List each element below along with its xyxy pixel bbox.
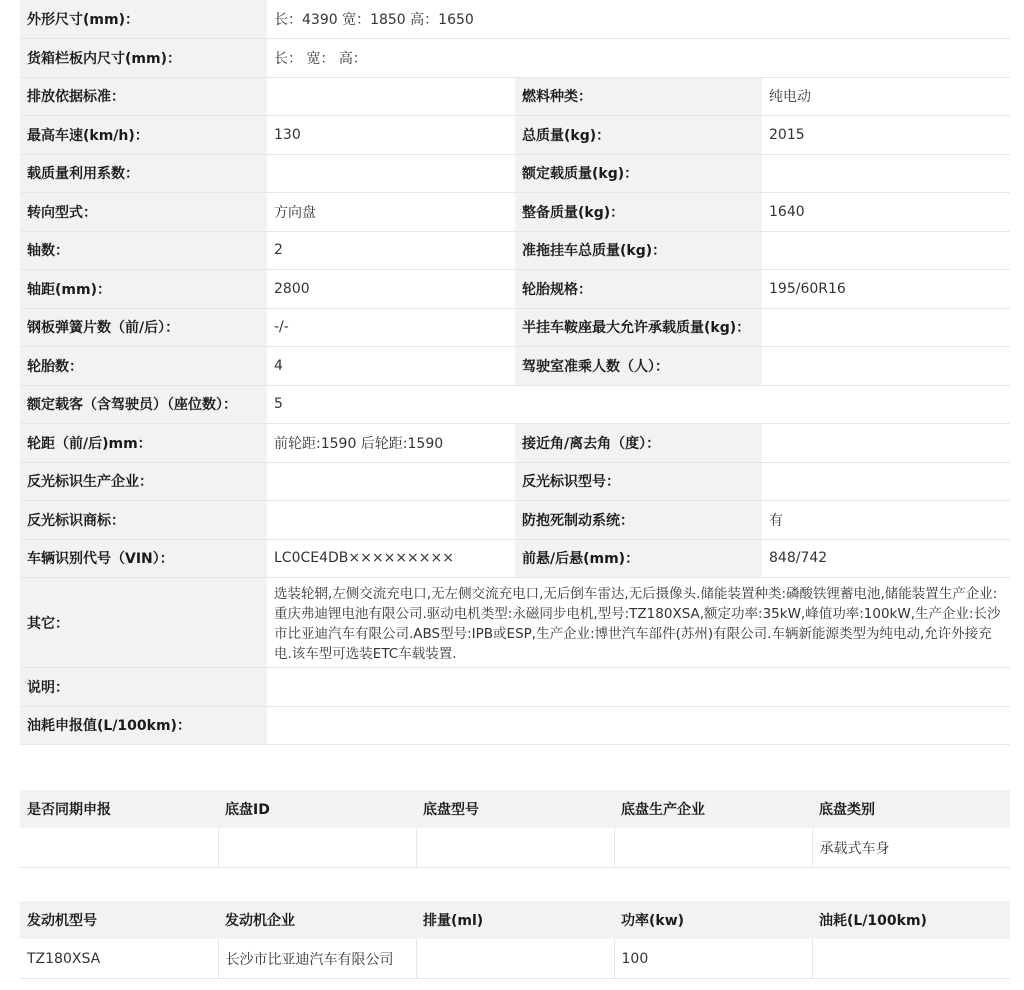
cargo-box-value: 长： 宽： 高： <box>267 39 1010 78</box>
spec-value: 方向盘 <box>267 193 515 232</box>
spec-row-other <box>20 578 1010 668</box>
spec-label: 轮胎规格： <box>515 270 762 309</box>
spec-label: 车辆识别代号（VIN）： <box>20 539 267 578</box>
table-cell <box>218 828 416 868</box>
fuel-label: 油耗申报值(L/100km)： <box>20 706 267 745</box>
spec-value: 2015 <box>762 116 1010 155</box>
chassis-header-row <box>20 790 1010 828</box>
table-row <box>20 939 1010 979</box>
cargo-box-label: 货箱栏板内尺寸(mm)： <box>20 39 267 78</box>
column-header: 底盘生产企业 <box>614 790 812 828</box>
spec-row <box>20 231 1010 270</box>
spec-label: 额定载质量(kg)： <box>515 154 762 193</box>
spec-label: 载质量利用系数： <box>20 154 267 193</box>
spec-value <box>762 347 1010 386</box>
table-cell <box>416 939 614 979</box>
spec-row-dimensions <box>20 0 1010 39</box>
spec-row-passengers <box>20 385 1010 424</box>
chassis-table <box>20 790 1010 868</box>
spec-value <box>267 154 515 193</box>
column-header: 油耗(L/100km) <box>812 901 1010 939</box>
passengers-label: 额定载客（含驾驶员）（座位数）： <box>20 385 267 424</box>
column-header: 排量(ml) <box>416 901 614 939</box>
table-cell: 长沙市比亚迪汽车有限公司 <box>218 939 416 979</box>
spec-value: LC0CE4DB××××××××× <box>267 539 515 578</box>
spec-value: 2800 <box>267 270 515 309</box>
spec-value: 纯电动 <box>762 77 1010 116</box>
note-label: 说明： <box>20 668 267 707</box>
spec-row <box>20 308 1010 347</box>
engine-header-row <box>20 901 1010 939</box>
spec-value <box>267 501 515 540</box>
spec-label: 轮距（前/后)mm： <box>20 424 267 463</box>
spec-label: 防抱死制动系统： <box>515 501 762 540</box>
dimensions-value: 长：4390 宽：1850 高：1650 <box>267 0 1010 39</box>
spec-row-fuel <box>20 706 1010 745</box>
note-value <box>267 668 1010 707</box>
column-header: 底盘ID <box>218 790 416 828</box>
spec-value: 前轮距:1590 后轮距:1590 <box>267 424 515 463</box>
spec-value: 130 <box>267 116 515 155</box>
spec-label: 反光标识型号： <box>515 462 762 501</box>
column-header: 是否同期申报 <box>20 790 218 828</box>
vehicle-spec-table <box>20 0 1010 745</box>
passengers-value: 5 <box>267 385 1010 424</box>
table-cell <box>812 939 1010 979</box>
spec-value <box>762 154 1010 193</box>
spec-label: 总质量(kg)： <box>515 116 762 155</box>
spec-value <box>762 308 1010 347</box>
column-header: 功率(kw) <box>614 901 812 939</box>
spec-row <box>20 462 1010 501</box>
column-header: 底盘类别 <box>812 790 1010 828</box>
spec-label: 准拖挂车总质量(kg)： <box>515 231 762 270</box>
spec-value: 4 <box>267 347 515 386</box>
spec-row <box>20 77 1010 116</box>
spec-row <box>20 270 1010 309</box>
fuel-value <box>267 706 1010 745</box>
other-value: 选装轮辋,左侧交流充电口,无左侧交流充电口,无后倒车雷达,无后摄像头.储能装置种类:磷酸铁锂蓄电池,储能装置生产企业:重庆弗迪锂电池有限公司.驱动电机类型:永磁同步电机,型号:TZ180XSA,额定功率:35kW,峰值功率:100kW,生产企业:长沙市比亚迪汽车有限公司.ABS型号:IPB或ESP,生产企业:博世汽车部件(苏州)有限公司.车辆新能源类型为纯电动,允许外接充电.该车型可选装ETC车载装置. <box>267 578 1010 668</box>
spec-label: 半挂车鞍座最大允许承载质量(kg)： <box>515 308 762 347</box>
spec-value <box>762 462 1010 501</box>
spec-row-note <box>20 668 1010 707</box>
spec-row <box>20 193 1010 232</box>
spec-row <box>20 347 1010 386</box>
spec-value: 1640 <box>762 193 1010 232</box>
table-cell <box>416 828 614 868</box>
spec-value: 有 <box>762 501 1010 540</box>
table-cell: 承载式车身 <box>812 828 1010 868</box>
dimensions-label: 外形尺寸(mm)： <box>20 0 267 39</box>
spec-label: 接近角/离去角（度）： <box>515 424 762 463</box>
spec-label: 轴数： <box>20 231 267 270</box>
table-row <box>20 828 1010 868</box>
spec-value: 195/60R16 <box>762 270 1010 309</box>
spec-row <box>20 539 1010 578</box>
spec-row <box>20 116 1010 155</box>
spec-label: 整备质量(kg)： <box>515 193 762 232</box>
spec-row <box>20 424 1010 463</box>
spec-label: 排放依据标准： <box>20 77 267 116</box>
column-header: 发动机型号 <box>20 901 218 939</box>
engine-table <box>20 901 1010 979</box>
spec-value <box>267 77 515 116</box>
spec-label: 燃料种类： <box>515 77 762 116</box>
spec-label: 前悬/后悬(mm)： <box>515 539 762 578</box>
spec-label: 反光标识商标： <box>20 501 267 540</box>
spec-label: 钢板弹簧片数（前/后）： <box>20 308 267 347</box>
spec-label: 驾驶室准乘人数（人）： <box>515 347 762 386</box>
spec-row <box>20 501 1010 540</box>
table-cell: TZ180XSA <box>20 939 218 979</box>
table-cell <box>20 828 218 868</box>
spec-value <box>762 231 1010 270</box>
spec-label: 轴距(mm)： <box>20 270 267 309</box>
spec-label: 转向型式： <box>20 193 267 232</box>
spec-value <box>267 462 515 501</box>
spec-label: 最高车速(km/h)： <box>20 116 267 155</box>
spec-value: -/- <box>267 308 515 347</box>
column-header: 底盘型号 <box>416 790 614 828</box>
table-cell <box>614 828 812 868</box>
spec-value <box>762 424 1010 463</box>
spec-value: 848/742 <box>762 539 1010 578</box>
other-label: 其它： <box>20 578 267 668</box>
spec-row <box>20 154 1010 193</box>
spec-row-cargo-box <box>20 39 1010 78</box>
column-header: 发动机企业 <box>218 901 416 939</box>
spec-value: 2 <box>267 231 515 270</box>
spec-label: 轮胎数： <box>20 347 267 386</box>
table-cell: 100 <box>614 939 812 979</box>
spec-label: 反光标识生产企业： <box>20 462 267 501</box>
